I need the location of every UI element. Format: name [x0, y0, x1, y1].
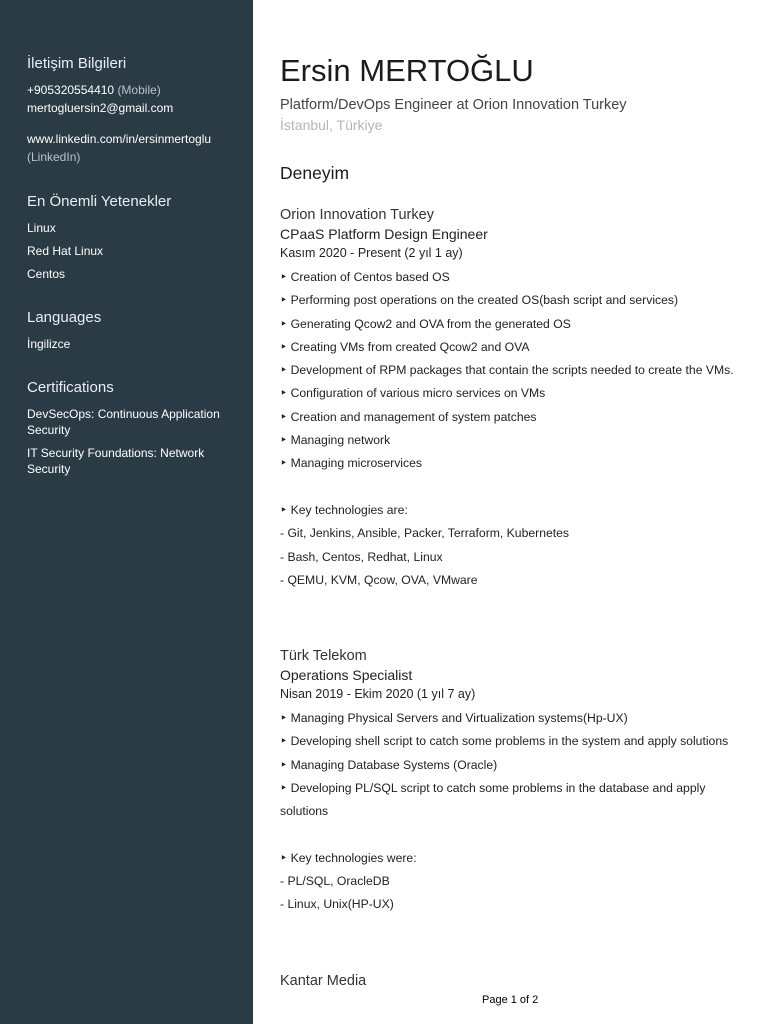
description-line: - Git, Jenkins, Ansible, Packer, Terraform, Kubernetes — [280, 526, 570, 541]
job-role: Operations Specialist — [280, 667, 413, 683]
phone-label: (Mobile) — [117, 83, 161, 97]
phone-number: +905320554410 — [27, 83, 115, 97]
job-entry — [280, 971, 750, 991]
skill-item: Linux — [27, 221, 56, 235]
skill-item: Red Hat Linux — [27, 244, 104, 258]
description-line: ‣ Creation of Centos based OS — [280, 270, 450, 284]
skills-section — [27, 193, 247, 282]
description-line: ‣ Managing microservices — [280, 456, 422, 471]
contact-heading: İletişim Bilgileri — [27, 55, 127, 72]
description-line: ‣ Developing PL/SQL script to catch some problems in the database and apply solutions — [280, 780, 706, 819]
certification-item: IT Security Foundations: Network Security — [27, 446, 205, 476]
description-line: ‣ Key technologies are: — [280, 502, 408, 517]
description-line: ‣ Creating VMs from created Qcow2 and OVA — [280, 339, 530, 354]
languages-heading: Languages — [27, 309, 102, 326]
languages-list — [27, 336, 247, 352]
language-item: İngilizce — [27, 337, 71, 351]
certifications-section — [27, 379, 247, 477]
description-line: ‣ Configuration of various micro services on VMs — [280, 386, 546, 401]
job-company: Orion Innovation Turkey — [280, 207, 434, 223]
description-spacer — [280, 823, 750, 846]
job-company: Türk Telekom — [280, 648, 367, 664]
description-line: ‣ Development of RPM packages that contain the scripts needed to create the VMs. — [280, 363, 734, 378]
description-line: ‣ Developing shell script to catch some problems in the system and apply solutions — [280, 734, 729, 749]
experience-title: Deneyim — [280, 163, 350, 183]
certifications-heading: Certifications — [27, 379, 114, 396]
job-description — [280, 707, 750, 917]
description-line: - PL/SQL, OracleDB — [280, 874, 390, 889]
description-line: ‣ Generating Qcow2 and OVA from the generated OS — [280, 316, 571, 331]
profile-headline: Platform/DevOps Engineer at Orion Innovation Turkey — [280, 97, 627, 113]
sidebar — [0, 0, 253, 1024]
description-line: ‣ Managing Physical Servers and Virtualization systems(Hp-UX) — [280, 711, 628, 725]
skills-heading: En Önemli Yetenekler — [27, 193, 172, 210]
description-line: ‣ Performing post operations on the created OS(bash script and services) — [280, 293, 679, 308]
description-spacer — [280, 476, 750, 499]
certifications-list — [27, 406, 247, 477]
profile-name: Ersin MERTOĞLU — [280, 53, 534, 88]
job-company: Kantar Media — [280, 973, 367, 989]
job-description — [280, 266, 750, 592]
skills-list — [27, 220, 247, 282]
page-number: Page 1 of 2 — [482, 994, 539, 1006]
job-period: Nisan 2019 - Ekim 2020 (1 yıl 7 ay) — [280, 687, 476, 701]
description-line: ‣ Key technologies were: — [280, 850, 417, 865]
certification-item: DevSecOps: Continuous Application Security — [27, 407, 220, 437]
linkedin-label: (LinkedIn) — [27, 150, 81, 164]
job-period: Kasım 2020 - Present (2 yıl 1 ay) — [280, 246, 463, 260]
skill-item: Centos — [27, 267, 66, 281]
languages-section — [27, 309, 247, 352]
profile-location: İstanbul, Türkiye — [280, 117, 383, 133]
linkedin-link[interactable]: www.linkedin.com/in/ersinmertoglu — [27, 132, 212, 146]
contact-section — [27, 55, 247, 165]
description-line: ‣ Managing network — [280, 433, 391, 448]
description-line: - Bash, Centos, Redhat, Linux — [280, 549, 443, 564]
description-line: - QEMU, KVM, Qcow, OVA, VMware — [280, 572, 478, 587]
job-role: CPaaS Platform Design Engineer — [280, 226, 488, 242]
job-entry — [280, 205, 750, 592]
job-entry — [280, 646, 750, 917]
description-line: - Linux, Unix(HP-UX) — [280, 897, 394, 912]
description-line: ‣ Managing Database Systems (Oracle) — [280, 757, 498, 772]
description-line: ‣ Creation and management of system patches — [280, 409, 537, 424]
phone-line — [27, 82, 247, 98]
email-link[interactable]: mertogluersin2@gmail.com — [27, 101, 174, 115]
